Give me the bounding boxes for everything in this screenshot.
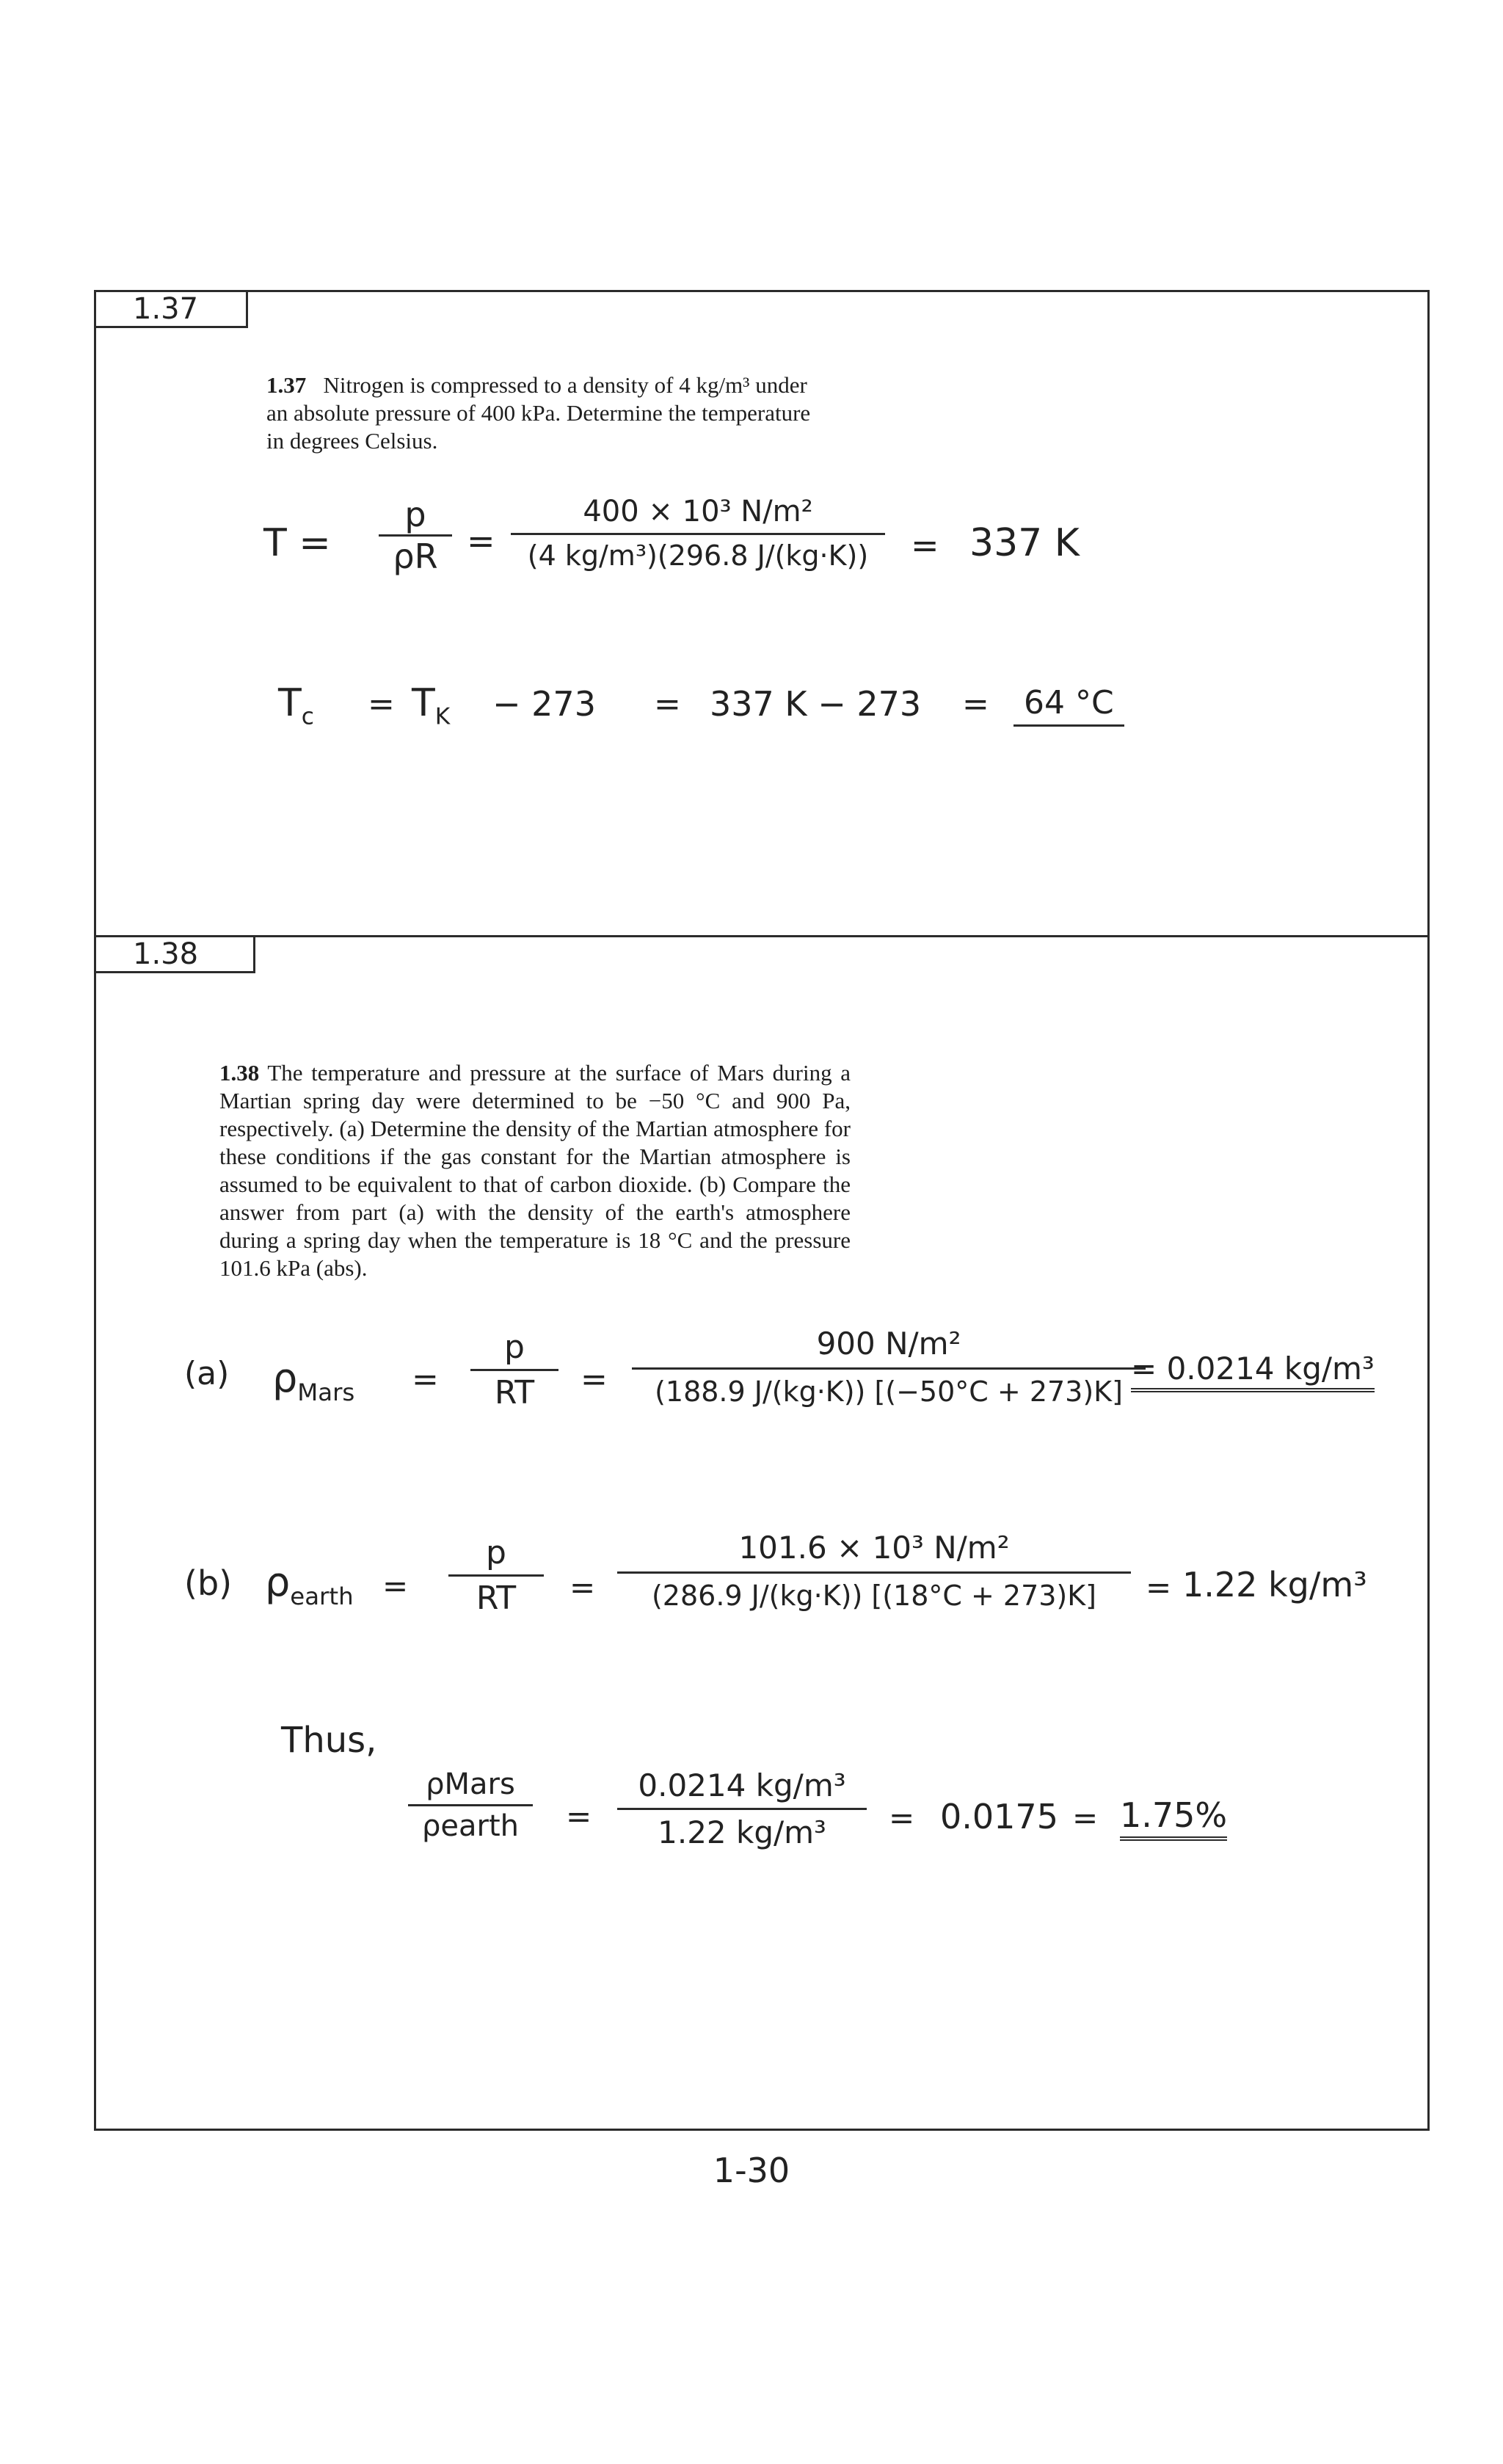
part-b-rho: ρ (265, 1559, 291, 1605)
eq-137b-t: T (278, 681, 302, 725)
eq-137b-answer: 64 °C (1013, 684, 1124, 727)
part-a-eq3: = (1131, 1351, 1157, 1387)
eq-137-frac2-den: (4 kg/m³)(296.8 J/(kg·K)) (527, 539, 869, 572)
eq-137-frac1-den: ρR (393, 537, 438, 576)
fraction-bar (632, 1367, 1146, 1370)
part-b-rho-sub: earth (290, 1582, 354, 1610)
eq-137-eq2: = (911, 526, 939, 565)
eq-137b-tk-t: T (412, 681, 435, 725)
part-a-answer (1131, 1351, 1375, 1392)
fraction-bar (470, 1369, 558, 1371)
thus-frac (610, 1767, 874, 1850)
part-a-eq2: = (581, 1361, 608, 1398)
fraction-bar (617, 1808, 867, 1810)
problem-1-37-number: 1.37 (266, 372, 307, 398)
fraction-bar (511, 533, 885, 535)
eq-137b-eq3: = (962, 686, 989, 723)
part-a-frac2-den: (188.9 J/(kg·K)) [(−50°C + 273)K] (655, 1375, 1123, 1408)
section-divider (96, 935, 1427, 937)
eq-137-frac2-num: 400 × 10³ N/m² (583, 495, 813, 528)
eq-137b-tk-sub: K (434, 703, 451, 730)
problem-tag-1-37: 1.37 (94, 290, 248, 328)
eq-137b-eq1: = (368, 686, 395, 723)
eq-137-result: 337 K (969, 521, 1080, 565)
part-b-frac1 (441, 1534, 551, 1617)
ratio-num: ρMars (426, 1767, 515, 1801)
eq-137b-eq2: = (654, 686, 681, 723)
part-b-frac2-den: (286.9 J/(kg·K)) [(18°C + 273)K] (651, 1580, 1096, 1612)
problem-1-37-statement (266, 371, 824, 455)
part-b-frac1-num: p (486, 1534, 506, 1571)
problem-1-38-statement (219, 1059, 851, 1282)
part-a-eq1: = (412, 1361, 439, 1398)
part-b-eq3: = (1146, 1569, 1172, 1605)
part-a-frac1-num: p (504, 1329, 525, 1366)
eq-137b-minus: − 273 (492, 684, 596, 724)
part-b-frac2 (610, 1530, 1138, 1612)
eq-137-lhs: T = (263, 521, 331, 565)
part-a-rho: ρ (272, 1355, 298, 1401)
part-a-frac1 (463, 1329, 566, 1411)
thus-answer: 1.75% (1120, 1795, 1227, 1841)
part-b-eq1: = (382, 1568, 409, 1604)
page-number: 1-30 (713, 2151, 790, 2190)
fraction-bar (408, 1804, 533, 1806)
thus-frac-den: 1.22 kg/m³ (658, 1814, 826, 1850)
part-b-frac2-num: 101.6 × 10³ N/m² (738, 1530, 1010, 1566)
problem-1-37-text: Nitrogen is compressed to a density of 4 kg/m³ under an absolute pressure of 400 kPa. Determine the temperature in degrees Celsius. (266, 372, 811, 454)
eq-137b-lhs (278, 681, 314, 730)
part-b-answer: 1.22 kg/m³ (1182, 1565, 1367, 1604)
part-b-eq2: = (569, 1569, 596, 1605)
part-a-frac2-num: 900 N/m² (816, 1326, 961, 1362)
eq-137-frac1-num: p (404, 495, 426, 534)
eq-137-frac1 (375, 495, 456, 576)
thus-eq3: = (1072, 1800, 1099, 1836)
thus-frac-num: 0.0214 kg/m³ (638, 1767, 846, 1803)
part-a-rho-sub: Mars (297, 1378, 355, 1406)
problem-tag-1-38: 1.38 (94, 935, 255, 973)
ratio-den: ρearth (422, 1809, 519, 1843)
part-b-label: (b) (184, 1563, 233, 1603)
thus-label: Thus, (281, 1720, 377, 1761)
part-b-lhs (265, 1559, 354, 1610)
problem-1-38-text: The temperature and pressure at the surface of Mars during a Martian spring day were determined to be −50 °C and 900 Pa, respectively. (a) Determine the density of the Martian atmosphere for these conditions if the gas constant for the Martian atmosphere is assumed to be equivalent to that of carbon dioxide. (b) Compare the answer from part (a) with the density of the earth's atmosphere during a spring day when the temperature is 18 °C and the pressure 101.6 kPa (abs). (219, 1060, 851, 1281)
eq-137b-t-sub: c (301, 703, 314, 730)
eq-137-frac2 (507, 495, 889, 572)
problem-1-38-number: 1.38 (219, 1060, 260, 1086)
thus-eq1: = (566, 1798, 592, 1834)
fraction-bar (448, 1574, 544, 1577)
eq-137b-mid: 337 K − 273 (710, 684, 922, 724)
part-a-frac1-den: RT (494, 1374, 535, 1411)
part-a-label: (a) (184, 1355, 230, 1392)
ratio-frac (404, 1767, 536, 1843)
thus-eq2: = (889, 1800, 915, 1836)
part-a-answer-value: 0.0214 kg/m³ (1166, 1351, 1375, 1387)
fraction-bar (617, 1571, 1131, 1574)
part-b-frac1-den: RT (476, 1580, 517, 1617)
part-a-lhs (272, 1355, 354, 1406)
eq-137-eq1: = (467, 521, 495, 561)
thus-value: 0.0175 (940, 1797, 1058, 1836)
part-a-frac2 (625, 1326, 1153, 1408)
solution-frame (94, 290, 1430, 2131)
eq-137b-tk (412, 681, 450, 730)
